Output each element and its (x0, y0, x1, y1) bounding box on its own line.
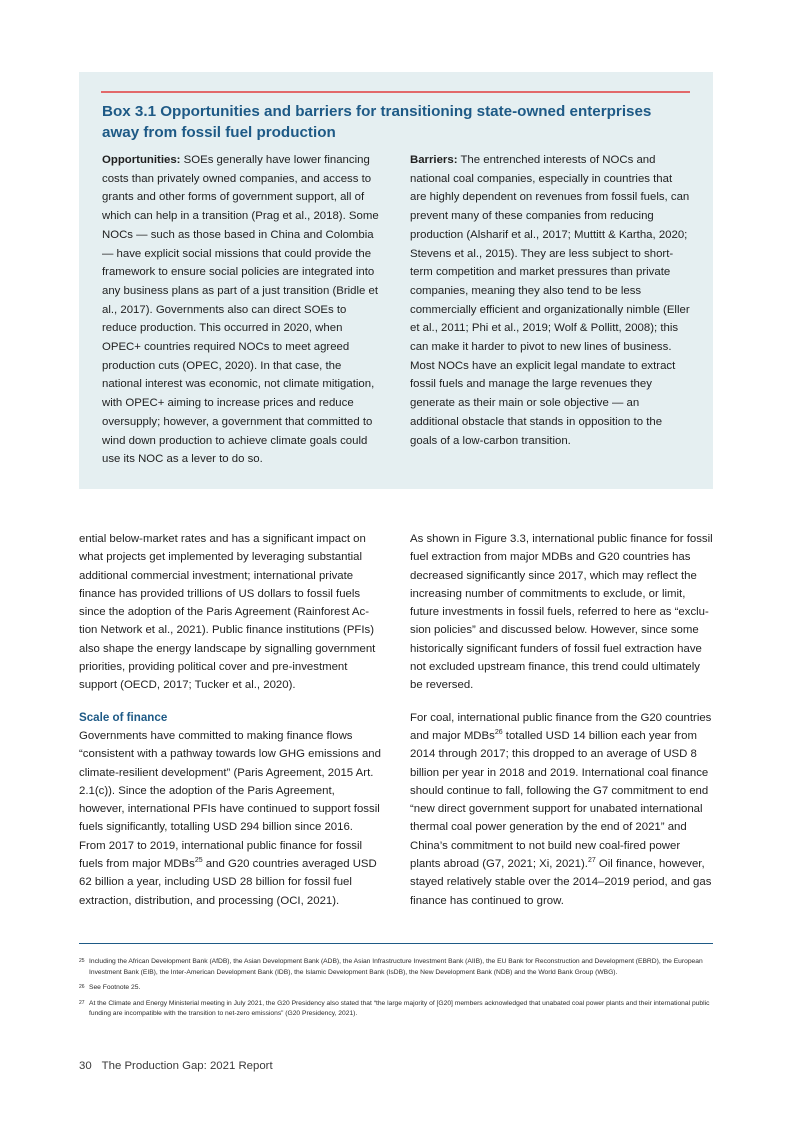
right-column (410, 530, 713, 910)
section-heading-scale-of-finance: Scale of finance (79, 710, 168, 724)
box-opportunities-paragraph (102, 151, 384, 469)
barriers-label: Barriers: (410, 154, 458, 166)
left-paragraph-2-part-a: Governments have committed to making finance flows “consistent with a pathway towards low GHG emissions and climate-resilient development” (Paris Agreement, 2015 Art. 2.1(c)). Since the adoption of the Paris Agreement, however, international PFIs have continued to support fossil fuels significantly, totalling USD 294 billion since 2016. From 2017 to 2019, international public finance for fossil fuels from major MDBs (79, 729, 381, 871)
barriers-text: The entrenched interests of NOCs and national coal companies, especially in countries that are highly dependent on revenues from fossil fuels, can prevent many of these companies from reducing production (Alsharif et al., 2017; Muttitt & Kartha, 2020; Stevens et al., 2015). They are less subject to short-term competition and market pressures than private companies, meaning they also tend to be less commercially efficient and organizationally nimble (Eller et al., 2011; Phi et al., 2019; Wolf & Pollitt, 2008); this can make it harder to pivot to new lines of business. Most NOCs have an explicit legal mandate to extract fossil fuels and manage the large revenues they generate as their main or sole objective — an additional obstacle that stands in opposition to the goals of a low-carbon transition. (410, 154, 690, 447)
right-paragraph-2 (410, 709, 713, 910)
opportunities-label: Opportunities: (102, 154, 181, 166)
box-top-rule (101, 91, 690, 93)
right-paragraph-2-part-b: totalled USD 14 billion each year from 2014 through 2017; this dropped to an average of USD 8 billion per year in 2018 and 2019. International coal finance should continue to fall, following the G7 commitment to end “new direct government support for unabated international thermal coal power generation by the end of 2021” and China’s commitment to not build new coal-fired power plants abroad (G7, 2021; Xi, 2021). (410, 729, 709, 871)
left-column (79, 530, 382, 910)
footnote-item (79, 999, 713, 1020)
footnote-number: 25 (79, 958, 85, 964)
footnote-ref-27[interactable]: 27 (587, 857, 596, 865)
footnote-number: 27 (79, 999, 85, 1006)
page-number: 30 (79, 1060, 92, 1072)
box-barriers-column (410, 151, 690, 450)
right-paragraph-1: As shown in Figure 3.3, international public finance for fossil fuel extraction from major MDBs and G20 countries has decreased significantly since 2017, which may reflect the increasing number of commitments to exclude, or limit, future investments in fossil fuels, referred to here as “exclusion policies” and discussed below. However, since some historically significant funders of fossil fuel extraction have not excluded upstream finance, this trend could ultimately be reversed. (410, 533, 713, 692)
box-title: Box 3.1 Opportunities and barriers for transitioning state-owned enterprises away from fossil fuel production (102, 103, 652, 141)
scale-of-finance-section (79, 709, 382, 910)
footnote-ref-26[interactable]: 26 (494, 728, 503, 736)
box-barriers-paragraph (410, 151, 690, 450)
opportunities-text: SOEs generally have lower financing costs than privately owned companies, and access to grants and other forms of government support, all of which can help in a transition (Prag et al., 2018). Some NOCs — such as those based in China and Colombia — have explicit social missions that could provide the framework to ensure social policies are integrated into any business plans as part of a just transition (Bridle et al., 2017). Governments also can direct SOEs to reduce production. This occurred in 2020, when OPEC+ countries required NOCs to meet agreed production cuts (OPEC, 2020). In that case, the national interest was economic, not climate mitigation, with OPEC+ aiming to increase prices and reduce oversupply; however, a government that committed to wind down production to achieve climate goals could use its NOC as a lever to do so. (102, 154, 379, 466)
footnote-text: Including the African Development Bank (AfDB), the Asian Development Bank (ADB), the Asian Infrastructure Investment Bank (AIIB), the EU Bank for Reconstruction and Development (EBRD), the European Investment Bank (EIB), the Inter-American Development Bank (IDB), the Islamic Development Bank (IsDB), the New Development Bank (NDB) and the World Bank Group (WBG). (89, 958, 703, 976)
left-paragraph-1: ential below-market rates and has a significant impact on what projects get implemented by leveraging substantial additional commercial investment; international private finance has provided trillions of US dollars to fossil fuels since the adoption of the Paris Agreement (Rainforest Action Network et al., 2021). Public finance institutions (PFIs) also shape the energy landscape by signalling government priorities, providing political cover and pre-investment support (OECD, 2017; Tucker et al., 2020). (79, 533, 376, 692)
footnote-text: See Footnote 25. (89, 984, 141, 992)
footnote-number: 26 (79, 984, 85, 991)
right-paragraph-2-part-a: For coal, international public finance from the G20 countries and major MDBs (410, 711, 712, 742)
box-3-1 (79, 72, 713, 489)
footnote-text: At the Climate and Energy Ministerial meeting in July 2021, the G20 Presidency also stated that “the large majority of [G20] members acknowledged that unabated coal power plants and their international public funding are incompatible with the transition to net-zero emissions” (G20 Presidency, 2021). (89, 999, 710, 1018)
footnote-item (79, 983, 713, 994)
left-paragraph-2-part-b: and G20 countries averaged USD 62 billion a year, including USD 28 billion for fossil fuel extraction, distribution, and processing (OCI, 2021). (79, 858, 377, 907)
box-opportunities-column (102, 151, 384, 469)
report-title: The Production Gap: 2021 Report (101, 1060, 273, 1072)
footnote-divider (79, 943, 713, 944)
page-footer (79, 1060, 273, 1072)
right-paragraph-2-part-c: Oil finance, however, stayed relatively stable over the 2014–2019 period, and gas finance has continued to grow. (410, 858, 712, 907)
footnote-ref-25[interactable]: 25 (194, 857, 203, 865)
footnote-item (79, 957, 713, 978)
footnotes (79, 957, 713, 1025)
